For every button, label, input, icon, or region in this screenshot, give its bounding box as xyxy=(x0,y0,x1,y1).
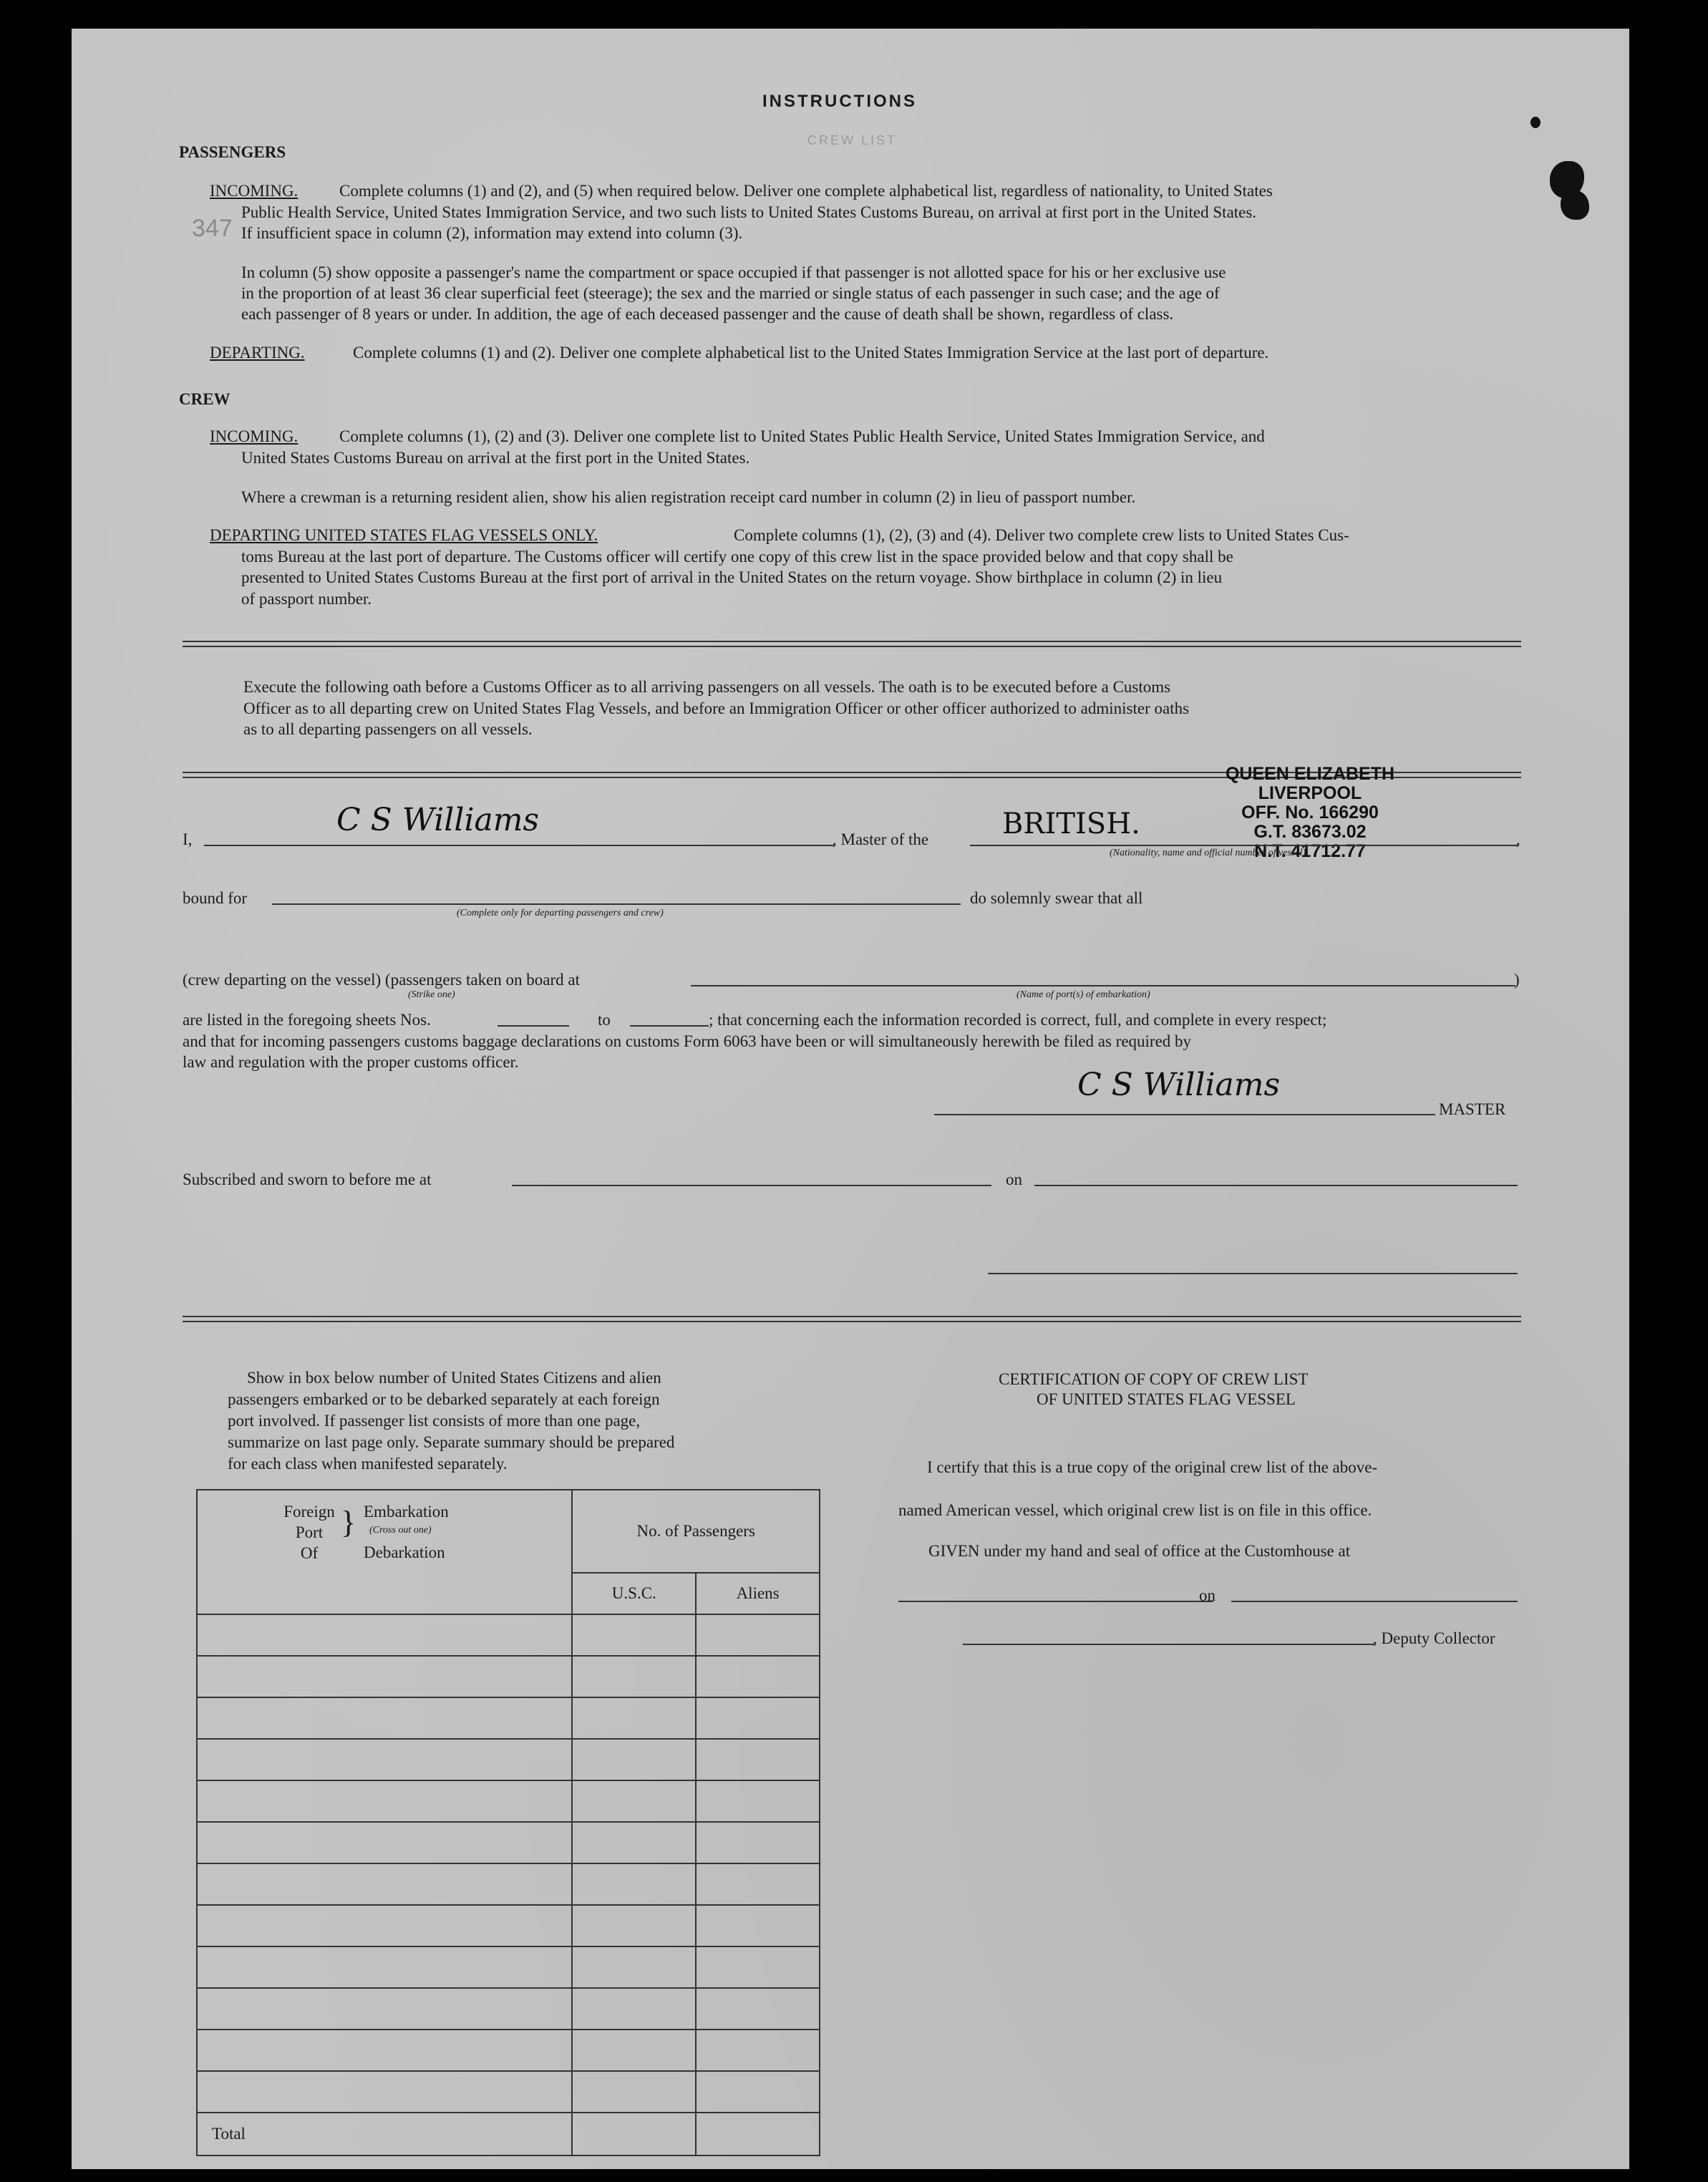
port-cell[interactable] xyxy=(197,1780,572,1822)
crew-departing-line-3: presented to United States Customs Bureau at the first port of arrival in the United States on the return voyage. Show birthplace in column (2) in lieu xyxy=(241,568,1223,586)
brace-glyph: } xyxy=(341,1505,356,1540)
column5-line-3: each passenger of 8 years or under. In addition, the age of each deceased passenger and the cause of death shall be shown, regardless of class. xyxy=(241,305,1174,323)
crew-resident-alien-text: Where a crewman is a returning resident alien, show his alien registration receipt card number in column (2) in lieu of passport number. xyxy=(241,488,1136,506)
table-row xyxy=(197,2071,820,2113)
crew-departing-line-1: Complete columns (1), (2), (3) and (4). Deliver two complete crew lists to United States Cus- xyxy=(734,526,1349,544)
crew-departing-clause: (crew departing on the vessel) (passengers taken on board at xyxy=(183,971,580,989)
total-row xyxy=(197,2113,820,2156)
faint-crew-list-mark: CREW LIST xyxy=(807,133,898,147)
table-row xyxy=(197,1988,820,2030)
passengers-incoming-line-1: Complete columns (1) and (2), and (5) when required below. Deliver one complete alphabetical list, regardless of nationality, to United States xyxy=(339,182,1273,200)
port-label: Port xyxy=(295,1523,324,1541)
given-line: GIVEN under my hand and seal of office at the Customhouse at xyxy=(928,1542,1351,1560)
usc-cell[interactable] xyxy=(572,1739,696,1780)
ink-blot xyxy=(1530,117,1540,128)
certification-title-line-2: OF UNITED STATES FLAG VESSEL xyxy=(1037,1390,1296,1408)
aliens-total-cell[interactable] xyxy=(696,2113,820,2156)
usc-cell[interactable] xyxy=(572,2071,696,2113)
port-cell[interactable] xyxy=(197,2071,572,2113)
summary-instruction-line-3: port involved. If passenger list consists of more than one page, xyxy=(228,1412,641,1430)
usc-cell[interactable] xyxy=(572,1946,696,1988)
summary-instruction-line-5: for each class when manifested separately. xyxy=(228,1455,508,1473)
usc-cell[interactable] xyxy=(572,1988,696,2030)
master-label: MASTER xyxy=(1439,1100,1506,1118)
passengers-departing-label: DEPARTING. xyxy=(210,344,305,362)
oath-instruction-line-3: as to all departing passengers on all vessels. xyxy=(243,720,533,738)
vessel-nationality-field[interactable]: BRITISH. xyxy=(1002,808,1140,840)
table-row xyxy=(197,1656,820,1697)
port-cell[interactable] xyxy=(197,1822,572,1863)
passengers-incoming-line-2: Public Health Service, United States Immigration Service, and two such lists to United States Customs Bureau, on arrival at first port in the United States. xyxy=(241,203,1257,221)
table-row xyxy=(197,1946,820,1988)
master-of-label: , Master of the xyxy=(833,830,929,848)
oath-i-label: I, xyxy=(183,830,193,848)
port-cell[interactable] xyxy=(197,1863,572,1905)
passengers-incoming-label: INCOMING. xyxy=(210,182,299,200)
usc-cell[interactable] xyxy=(572,2030,696,2071)
port-cell[interactable] xyxy=(197,2030,572,2071)
passenger-count-header xyxy=(572,1490,820,1573)
port-cell[interactable] xyxy=(197,1739,572,1780)
cross-out-caption: (Cross out one) xyxy=(369,1525,432,1536)
passengers-incoming-line-3: If insufficient space in column (2), information may extend into column (3). xyxy=(241,224,743,242)
crew-departing-label: DEPARTING UNITED STATES FLAG VESSELS ONLY. xyxy=(210,526,598,544)
crew-incoming-line-2: United States Customs Bureau on arrival at the first port in the United States. xyxy=(241,449,750,467)
table-row xyxy=(197,1739,820,1780)
table-row xyxy=(197,1863,820,1905)
aliens-cell[interactable] xyxy=(696,1863,820,1905)
ports-caption: (Name of port(s) of embarkation) xyxy=(1016,989,1150,1000)
table-row xyxy=(197,1780,820,1822)
passengers-departing-text: Complete columns (1) and (2). Deliver one complete alphabetical list to the United States Immigration Service at the last port of departure. xyxy=(353,344,1269,362)
port-cell[interactable] xyxy=(197,1905,572,1946)
column5-line-2: in the proportion of at least 36 clear superficial feet (steerage); the sex and the married or single status of each passenger in such case; and the age of xyxy=(241,284,1220,302)
sheet-to-field[interactable] xyxy=(630,1025,709,1027)
summary-instruction-line-1: Show in box below number of United States Citizens and alien xyxy=(247,1369,661,1387)
sheet-from-field[interactable] xyxy=(498,1025,569,1027)
declaration-line-2: law and regulation with the proper customs officer. xyxy=(183,1053,519,1071)
sworn-place-field[interactable] xyxy=(512,1185,991,1186)
vessel-stamp xyxy=(1203,765,1417,861)
table-row xyxy=(197,1614,820,1656)
summary-instruction-line-2: passengers embarked or to be debarked separately at each foreign xyxy=(228,1390,660,1408)
ports-of-embarkation-field[interactable] xyxy=(691,985,1515,986)
usc-header: U.S.C. xyxy=(572,1573,696,1614)
table-row xyxy=(197,2030,820,2071)
usc-cell[interactable] xyxy=(572,1614,696,1656)
declaration-line-1: and that for incoming passengers customs baggage declarations on customs Form 6063 have been or will simultaneously herewith be filed as required by xyxy=(183,1032,1192,1050)
stamp-line: N.T. 41712.77 xyxy=(1254,841,1366,861)
deputy-collector-line[interactable] xyxy=(963,1644,1374,1645)
stamp-line: OFF. No. 166290 xyxy=(1241,803,1379,823)
total-label-cell xyxy=(197,2113,572,2156)
signature-line xyxy=(934,1114,1435,1115)
aliens-cell[interactable] xyxy=(696,1739,820,1780)
listed-suffix: ; that concerning each the information recorded is correct, full, and complete in every respect; xyxy=(709,1011,1327,1029)
usc-cell[interactable] xyxy=(572,1780,696,1822)
nationality-caption: (Nationality, name and official number of vessel) xyxy=(1110,848,1306,858)
passengers-heading: PASSENGERS xyxy=(179,143,286,161)
section-divider xyxy=(183,641,1521,647)
usc-cell[interactable] xyxy=(572,1822,696,1863)
stamp-line: LIVERPOOL xyxy=(1258,783,1362,803)
crew-incoming-line-1: Complete columns (1), (2) and (3). Deliver one complete list to United States Public Health Service, United States Immigration Service, and xyxy=(339,427,1265,445)
comma: , xyxy=(1516,830,1520,848)
aliens-cell[interactable] xyxy=(696,1656,820,1697)
passenger-summary-table xyxy=(196,1489,820,2156)
section-divider xyxy=(183,1316,1521,1322)
port-cell[interactable] xyxy=(197,1946,572,1988)
bound-for-caption: (Complete only for departing passengers and crew) xyxy=(457,908,664,918)
embarkation-label: Embarkation xyxy=(364,1503,449,1521)
crew-incoming-label: INCOMING. xyxy=(210,427,299,445)
usc-cell[interactable] xyxy=(572,1905,696,1946)
aliens-cell[interactable] xyxy=(696,1697,820,1739)
port-cell[interactable] xyxy=(197,1614,572,1656)
aliens-cell[interactable] xyxy=(696,1988,820,2030)
aliens-cell[interactable] xyxy=(696,2071,820,2113)
oath-instruction-line-2: Officer as to all departing crew on United States Flag Vessels, and before an Immigration Officer or other officer authorized to administer oaths xyxy=(243,699,1190,717)
usc-cell[interactable] xyxy=(572,1656,696,1697)
bound-for-field[interactable] xyxy=(272,903,961,905)
officer-line xyxy=(988,1273,1518,1274)
usc-cell[interactable] xyxy=(572,1697,696,1739)
master-signature: C S Williams xyxy=(1077,1067,1281,1103)
subscribed-label: Subscribed and sworn to before me at xyxy=(183,1170,432,1188)
crew-departing-line-2: toms Bureau at the last port of departure. The Customs officer will certify one copy of this crew list in the space provided below and that copy shall be xyxy=(241,548,1233,566)
vessel-line xyxy=(970,845,1518,846)
to-word: to xyxy=(598,1011,611,1029)
master-name-line xyxy=(204,845,834,846)
certify-line-1: I certify that this is a true copy of the original crew list of the above- xyxy=(927,1458,1378,1476)
aliens-header: Aliens xyxy=(696,1573,820,1614)
listed-prefix: are listed in the foregoing sheets Nos. xyxy=(183,1011,431,1029)
customhouse-field[interactable] xyxy=(898,1601,1213,1602)
aliens-cell[interactable] xyxy=(696,1614,820,1656)
usc-cell[interactable] xyxy=(572,1863,696,1905)
deputy-collector-label: , Deputy Collector xyxy=(1373,1629,1495,1647)
swear-text: do solemnly swear that all xyxy=(970,889,1143,907)
certification-title-line-1: CERTIFICATION OF COPY OF CREW LIST xyxy=(999,1370,1309,1388)
oath-instruction-line-1: Execute the following oath before a Customs Officer as to all arriving passengers on all vessels. The oath is to be executed before a Customs xyxy=(243,678,1171,696)
of-label: Of xyxy=(300,1544,319,1562)
table-row xyxy=(197,1697,820,1739)
cert-on-label: on xyxy=(1199,1586,1216,1604)
ink-blot xyxy=(1561,190,1589,220)
no-of-passengers-label: No. of Passengers xyxy=(636,1522,755,1540)
crew-heading: CREW xyxy=(179,390,231,408)
total-label: Total xyxy=(212,2125,246,2143)
aliens-cell[interactable] xyxy=(696,2030,820,2071)
certify-line-2: named American vessel, which original crew list is on file in this office. xyxy=(898,1501,1372,1519)
aliens-cell[interactable] xyxy=(696,1946,820,1988)
port-header-cell xyxy=(197,1490,572,1614)
port-cell[interactable] xyxy=(197,1988,572,2030)
port-cell[interactable] xyxy=(197,1697,572,1739)
table-row xyxy=(197,1905,820,1946)
bound-for-label: bound for xyxy=(183,889,248,907)
stamp-line: G.T. 83673.02 xyxy=(1253,822,1367,842)
aliens-cell[interactable] xyxy=(696,1905,820,1946)
faint-sheet-number: 347 xyxy=(192,215,233,242)
table-row xyxy=(197,1822,820,1863)
summary-instruction-line-4: summarize on last page only. Separate summary should be prepared xyxy=(228,1433,675,1451)
column5-line-1: In column (5) show opposite a passenger's name the compartment or space occupied if that passenger is not allotted space for his or her exclusive use xyxy=(241,263,1226,281)
usc-total-cell[interactable] xyxy=(572,2113,696,2156)
stamp-line: QUEEN ELIZABETH xyxy=(1225,764,1395,784)
cert-date-field[interactable] xyxy=(1231,1601,1518,1602)
port-cell[interactable] xyxy=(197,1656,572,1697)
strike-one-caption: (Strike one) xyxy=(408,989,455,1000)
close-paren: ) xyxy=(1514,971,1520,989)
crew-departing-line-4: of passport number. xyxy=(241,590,372,608)
debarkation-label: Debarkation xyxy=(364,1543,445,1561)
sworn-date-field[interactable] xyxy=(1034,1185,1518,1186)
aliens-cell[interactable] xyxy=(696,1780,820,1822)
aliens-cell[interactable] xyxy=(696,1822,820,1863)
master-name-field[interactable]: C S Williams xyxy=(336,802,540,838)
foreign-label: Foreign xyxy=(283,1503,335,1521)
on-label: on xyxy=(1006,1170,1022,1188)
page-title: INSTRUCTIONS xyxy=(762,92,917,111)
